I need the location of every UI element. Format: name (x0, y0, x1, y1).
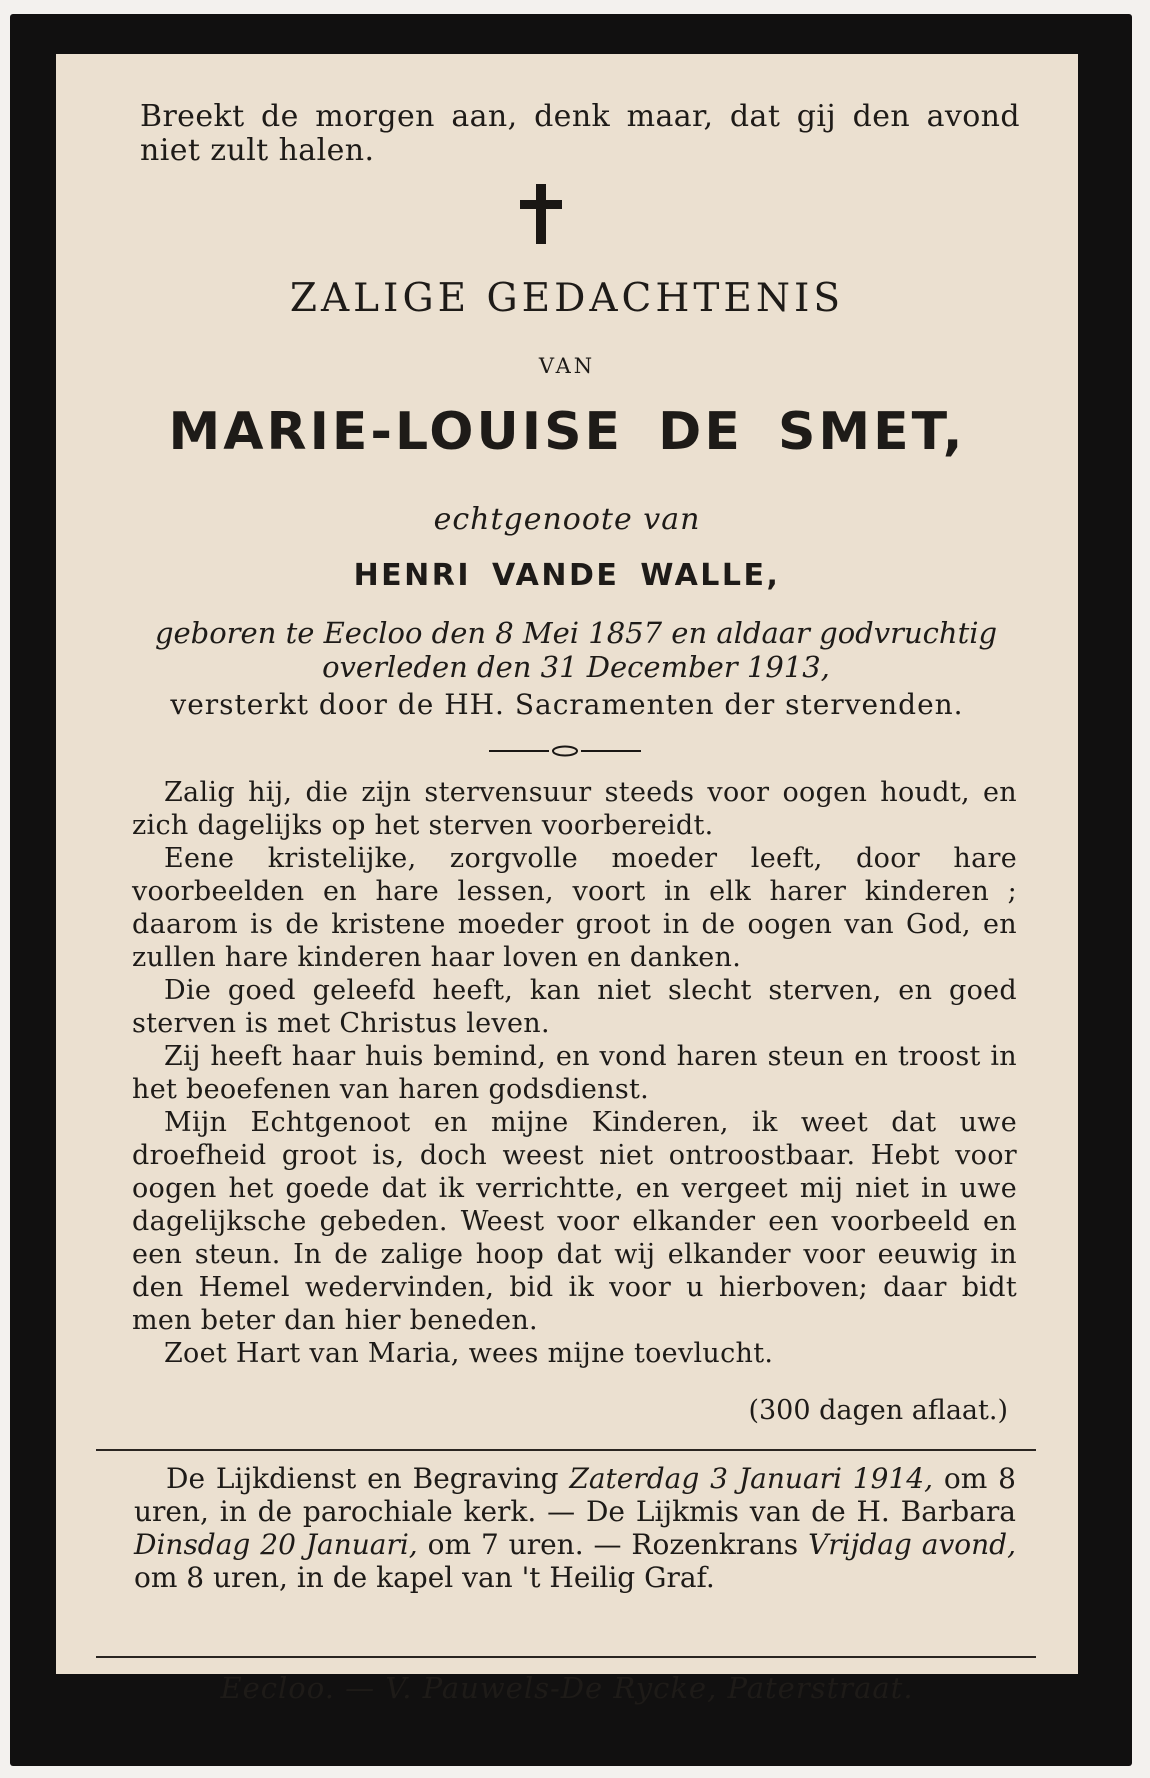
funeral-text: De Lijkdienst en Begraving (166, 1462, 570, 1495)
funeral-date: Zaterdag 3 Januari 1914, (569, 1462, 933, 1495)
prayer-text (132, 776, 1017, 1370)
funeral-date: Vrijdag avond, (808, 1528, 1016, 1561)
latin-cross-icon (516, 182, 566, 246)
memorial-heading: ZALIGE GEDACHTENIS (289, 276, 845, 321)
paragraph: Zalig hij, die zijn stervensuur steeds voor oogen houdt, en zich dagelijks op het sterven voorbereidt. (132, 777, 1017, 841)
van-label: VAN (538, 354, 596, 378)
paragraph: Mijn Echtgenoot en mijne Kinderen, ik weet dat uwe droefheid groot is, doch weest niet ontroostbaar. Hebt voor oogen het goede dat ik verrichtte, en vergeet mij niet in uwe dagelijksche gebeden. Weest voor elkander een voorbeeld en een steun. In de zalige hoop dat wij elkander voor eeuwig in den Hemel wedervinden, bid ik voor u hierboven; daar bidt men beter dan hier beneden. (132, 1107, 1017, 1336)
birth-death-text: geboren te Eecloo den 8 Mei 1857 en aldaar godvruchtig overleden den 31 December 1913, (154, 616, 998, 684)
husband-name: HENRI VANDE WALLE, (353, 558, 781, 593)
sacraments-text: versterkt door de HH. Sacramenten der stervenden. (170, 688, 964, 721)
paragraph: Die goed geleefd heeft, kan niet slecht sterven, en goed sterven is met Christus leven. (132, 975, 1017, 1039)
spouse-relation: echtgenoote van (433, 502, 701, 537)
divider-ornament-icon (489, 744, 641, 758)
deceased-name: MARIE-LOUISE DE SMET, (168, 402, 966, 462)
funeral-text: om 8 uren, in de kapel van 't Heilig Graf. (134, 1561, 715, 1594)
card-paper (56, 54, 1078, 1705)
motto-text: Breekt de morgen aan, denk maar, dat gij den avond niet zult halen. (140, 99, 1020, 168)
funeral-date: Dinsdag 20 Januari, (134, 1528, 418, 1561)
divider-line (96, 1656, 1036, 1658)
indulgence-note: (300 dagen aflaat.) (748, 1395, 1008, 1426)
paragraph: Zij heeft haar huis bemind, en vond haren steun en troost in het beoefenen van haren godsdienst. (132, 1041, 1017, 1105)
printer-imprint: Eecloo. — V. Pauwels-De Rycke, Paterstraat. (220, 1671, 914, 1705)
paragraph: Eene kristelijke, zorgvolle moeder leeft, door hare voorbeelden en hare lessen, voort in elk harer kinderen ; daarom is de kristene moeder groot in de oogen van God, en zullen hare kinderen haar loven en danken. (132, 843, 1017, 973)
paragraph: Zoet Hart van Maria, wees mijne toevlucht. (164, 1338, 774, 1369)
divider-line (96, 1449, 1036, 1451)
memorial-card (10, 14, 1132, 1766)
funeral-text: om 7 uren. — Rozenkrans (417, 1528, 809, 1561)
funeral-text: om 8 uren, in de parochiale kerk. — De Lijkmis van de H. Barbara (134, 1462, 1016, 1528)
funeral-notice (134, 1462, 1016, 1594)
